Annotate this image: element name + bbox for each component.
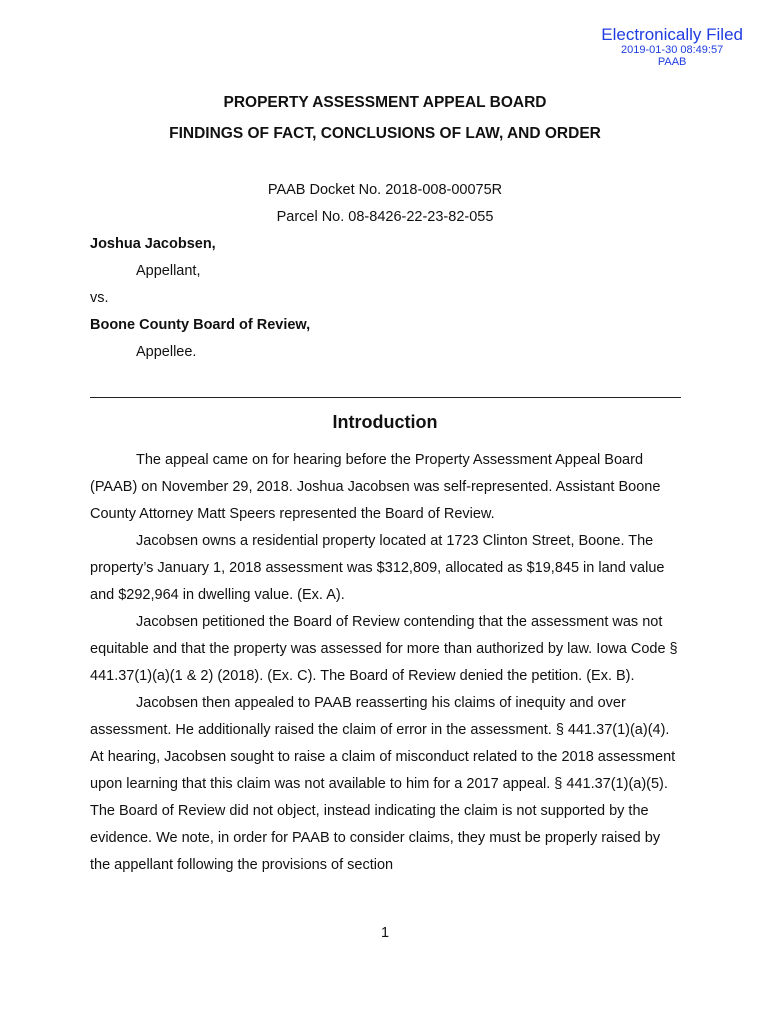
parcel-number: Parcel No. 08-8426-22-23-82-055 — [276, 209, 494, 225]
docket-number: PAAB Docket No. 2018-008-00075R — [267, 182, 503, 198]
paragraph: Jacobsen owns a residential property located at 1723 Clinton Street, Boone. The property’s January 1, 2018 assessment was $312,809, allocated as $19,845 in land value and $292,964 in dwelling value. (Ex. A). — [90, 533, 665, 603]
paragraph: Jacobsen then appealed to PAAB reasserting his claims of inequity and over assessment. He additionally raised the claim of error in the assessment. § 441.37(1)(a)(4). At hearing, Jacobsen sought to raise a claim of misconduct related to the 2018 assessment upon learning that this claim was not available to him for a 2017 appeal. § 441.37(1)(a)(5). The Board of Review did not object, instead indicating the claim is not supported by the evidence. We note, in order for PAAB to consider claims, they must be properly raised by the appellant following the provisions of section — [90, 695, 676, 873]
versus-label: vs. — [90, 290, 109, 306]
section-heading: Introduction — [332, 412, 438, 432]
appellee-role: Appellee. — [136, 344, 197, 360]
electronic-filing-stamp — [601, 26, 743, 68]
stamp-datetime: 2019-01-30 08:49:57 — [621, 44, 724, 56]
paragraph: Jacobsen petitioned the Board of Review contending that the assessment was not equitable and that the property was assessed for more than authorized by law. Iowa Code § 441.37(1)(a)(1 & 2) (2018). (Ex. C). The Board of Review denied the petition. (Ex. B). — [90, 614, 678, 684]
page-number: 1 — [380, 925, 390, 941]
paragraph: The appeal came on for hearing before the Property Assessment Appeal Board (PAAB) on November 29, 2018. Joshua Jacobsen was self-represented. Assistant Boone County Attorney Matt Speers represented the Board of Review. — [90, 452, 661, 522]
appellee-name: Boone County Board of Review, — [90, 317, 311, 333]
document-title: FINDINGS OF FACT, CONCLUSIONS OF LAW, AND ORDER — [169, 125, 601, 142]
section-divider — [90, 397, 681, 398]
appellant-role: Appellant, — [136, 263, 201, 279]
stamp-title: Electronically Filed — [601, 25, 743, 44]
stamp-agency: PAAB — [657, 56, 687, 68]
introduction-body — [90, 447, 682, 879]
agency-title: PROPERTY ASSESSMENT APPEAL BOARD — [223, 94, 547, 111]
appellant-name: Joshua Jacobsen, — [90, 236, 216, 252]
